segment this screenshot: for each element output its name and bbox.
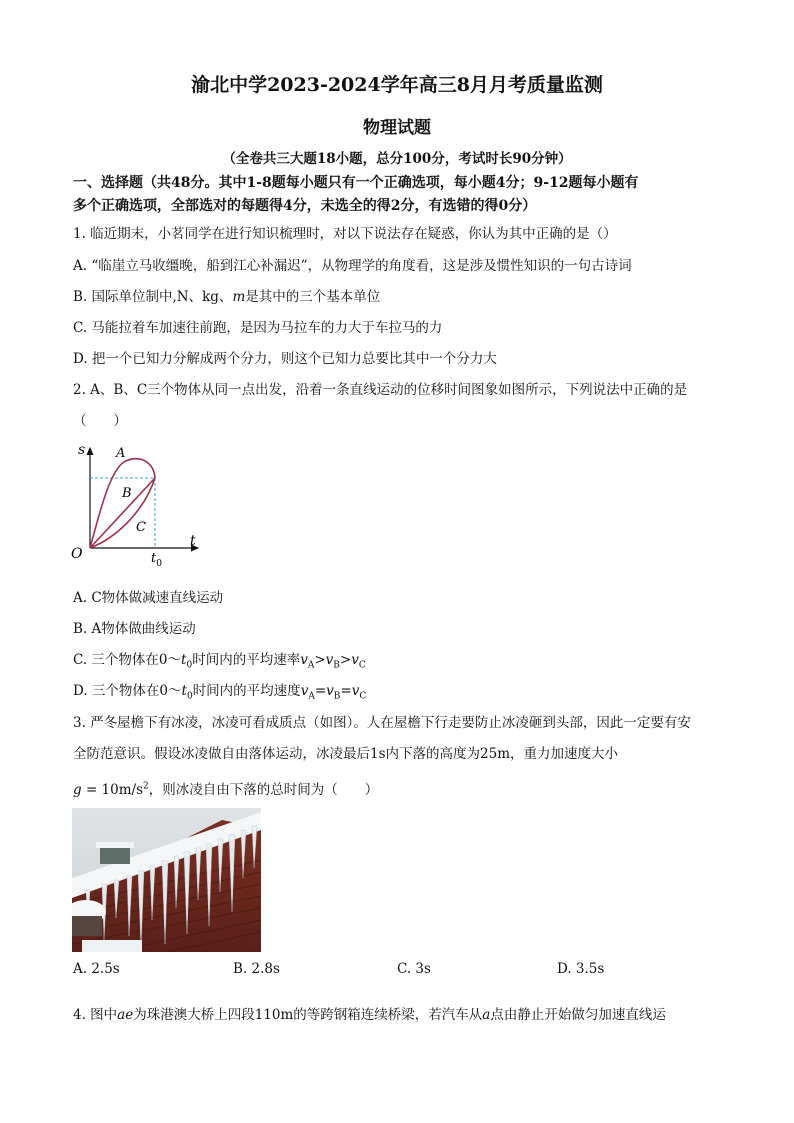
q3-line1: 3. 严冬屋檐下有冰凌，冰凌可看成质点（如图）。人在屋檐下行走要防止冰凌砸到头部，因此一定要有安 xyxy=(73,715,691,731)
q2-option-c: C. 三个物体在$0\sim t_0$时间内的平均速率$v_A>v_B>v_C$ xyxy=(73,652,366,671)
q3-option-b: B. 2.8s xyxy=(233,961,280,977)
q2-option-d: D. 三个物体在$0\sim t_0$时间内的平均速度$v_A=v_B=v_C$ xyxy=(73,683,367,702)
q1-stem: 1. 临近期末，小茗同学在进行知识梳理时，对以下说法存在疑惑，你认为其中正确的是（） xyxy=(73,226,617,242)
q3-line2: 全防范意识。假设冰凌做自由落体运动，冰凌最后1s内下落的高度为25m，重力加速度大小 xyxy=(73,746,618,762)
section-heading-line2: 多个正确选项，全部选对的每题得4分，未选全的得2分，有选错的得0分） xyxy=(73,198,537,214)
section-heading-line1: 一、选择题（共48分。其中1-8题每小题只有一个正确选项，每小题4分；9-12题每小题有 xyxy=(73,175,639,191)
curve-b-label: B xyxy=(122,486,132,501)
q3-line3: $g = 10m/s^2$，则冰凌自由下落的总时间为（ ） xyxy=(73,781,379,798)
curve-c-label: C xyxy=(136,520,146,535)
q3-option-d: D. 3.5s xyxy=(557,961,605,977)
q2-option-b: B. A物体做曲线运动 xyxy=(73,621,196,637)
origin-label: O xyxy=(71,546,83,562)
q2-paren: （ ） xyxy=(73,413,127,429)
q2-stem: 2. A、B、C三个物体从同一点出发，沿着一条直线运动的位移时间图象如图所示，下列说法中正确的是 xyxy=(73,382,688,398)
q2-st-graph xyxy=(66,436,206,576)
q1-option-b: B. 国际单位制中,N、kg、m是其中的三个基本单位 xyxy=(73,289,381,305)
t0-label: $t_0$ xyxy=(151,551,162,569)
q4-stem: 4. 图中ae为珠港澳大桥上四段110m的等跨钢箱连续桥梁，若汽车从a点由静止开始做匀加速直线运 xyxy=(73,1007,666,1023)
q3-option-a: A. 2.5s xyxy=(73,961,120,977)
exam-title: 渝北中学2023-2024学年高三8月月考质量监测 xyxy=(191,74,603,96)
subject-title: 物理试题 xyxy=(363,118,431,138)
curve-a-label: A xyxy=(116,446,126,461)
q1-option-c: C. 马能拉着车加速往前跑，是因为马拉车的力大于车拉马的力 xyxy=(73,320,443,336)
x-axis-label: t xyxy=(190,533,196,549)
icicle-photo xyxy=(72,808,261,952)
q2-option-a: A. C物体做减速直线运动 xyxy=(73,590,224,606)
q1-option-a: A. “临崖立马收缰晚，船到江心补漏迟”，从物理学的角度看，这是涉及惯性知识的一句古诗词 xyxy=(73,258,632,274)
q1-option-d: D. 把一个已知力分解成两个分力，则这个已知力总要比其中一个分力大 xyxy=(73,351,497,367)
exam-note: （全卷共三大题18小题，总分100分，考试时长90分钟） xyxy=(222,151,572,167)
q3-option-c: C. 3s xyxy=(397,961,431,977)
y-axis-label: s xyxy=(78,442,86,458)
